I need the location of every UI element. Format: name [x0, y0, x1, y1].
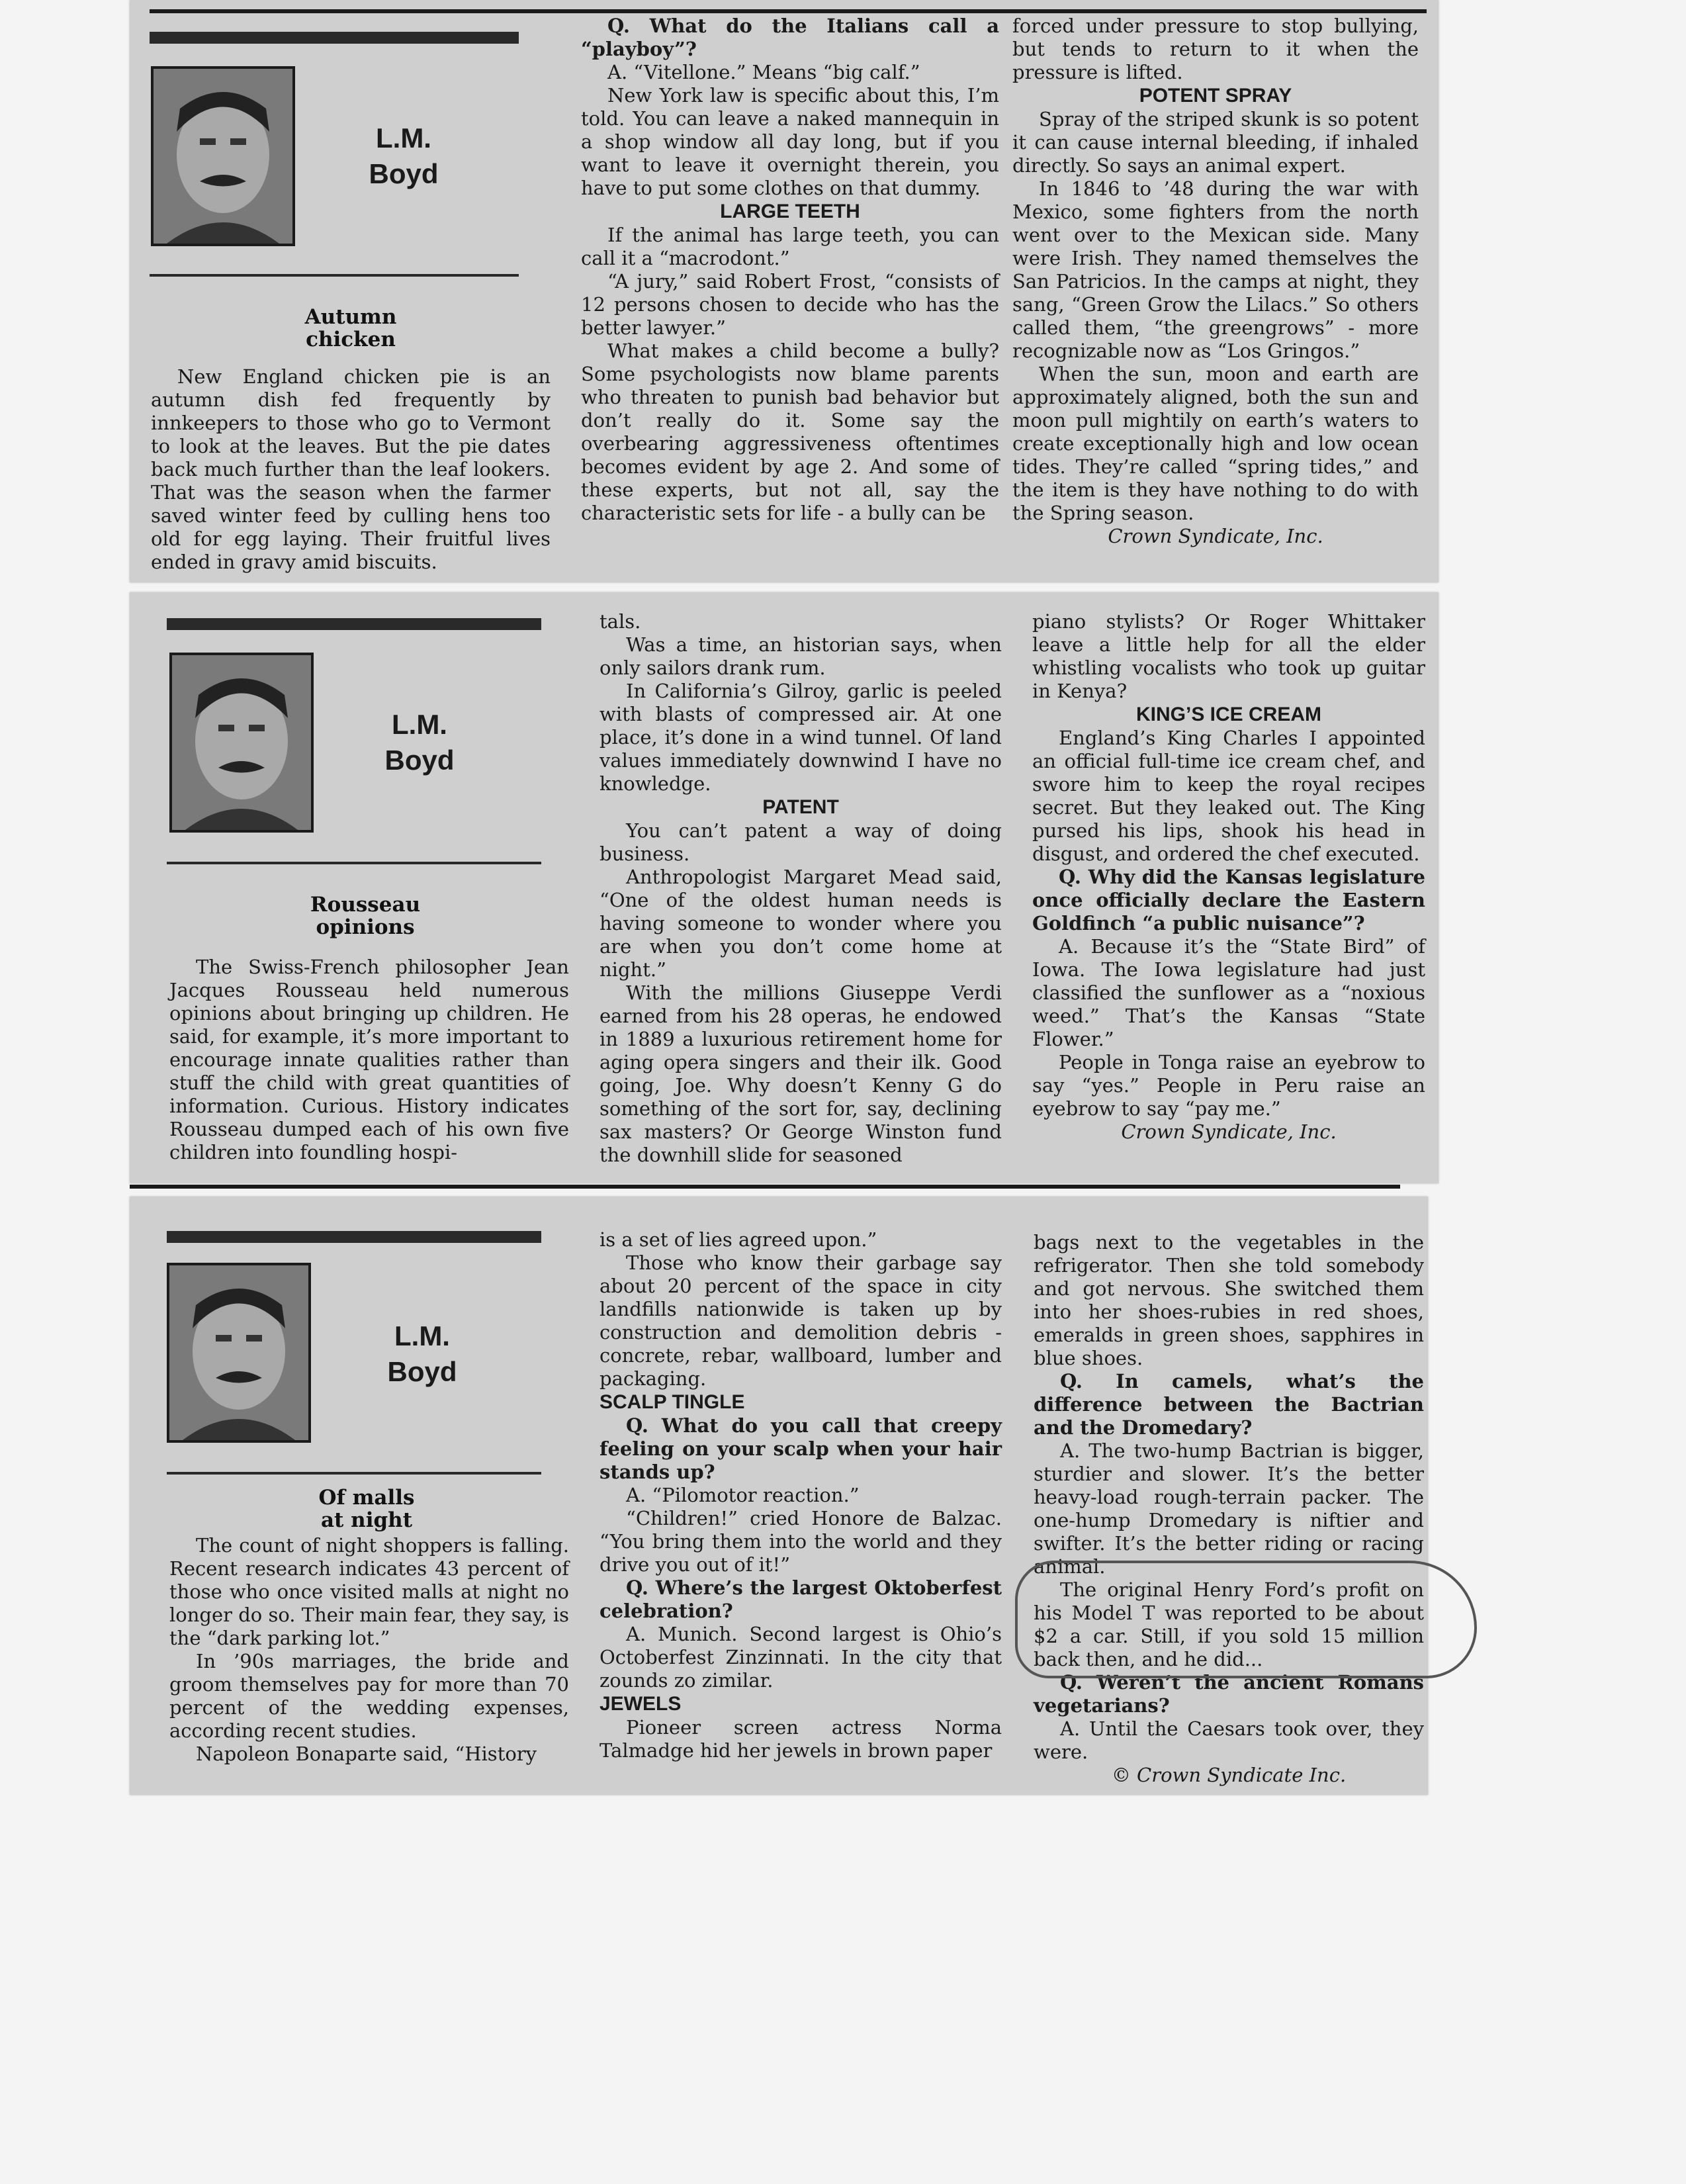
paragraph: “Children!” cried Honore de Balzac. “You bring them into the world and they drive you out of it!” — [599, 1507, 1002, 1576]
column-2 — [581, 15, 999, 525]
paragraph: Pioneer screen actress Norma Talmadge hid her jewels in brown paper — [599, 1716, 1002, 1762]
question-paragraph: Q. What do the Italians call a “playboy”? — [581, 15, 999, 60]
author-photo — [169, 653, 314, 833]
header-bar — [167, 1231, 541, 1243]
paragraph: When the sun, moon and earth are approximately aligned, both the sun and moon pull mightily on earth’s waters to create exceptionally high and low ocean tides. They’re called “spring tides,” and the item is they have nothing to do with the Spring season. — [1012, 363, 1419, 524]
paragraph: The Swiss-French philosopher Jean Jacques Rousseau held numerous opinions about bringing up children. He said, for example, it’s more important to encourage innate qualities rather than stuff the child with great quantities of information. Curious. History indicates Rousseau dumped each of his own five children into foundling hospi- — [169, 956, 569, 1163]
article-headline — [225, 306, 476, 351]
paragraph: A. The two-hump Bactrian is bigger, sturdier and slower. It’s the better heavy-load rough-terrain packer. The one-hump Dromedary is niftier and swifter. It’s the better riding or racing animal. — [1034, 1439, 1424, 1578]
paragraph: A. Munich. Second largest is Ohio’s Octoberfest Zinzinnati. In the city that zounds zo zimilar. — [599, 1623, 1002, 1692]
paragraph: Anthropologist Margaret Mead said, “One of the oldest human needs is having someone to wonder where you are when you don’t come home at night.” — [599, 866, 1002, 981]
byline-initials: L.M. — [392, 709, 447, 740]
author-photo — [151, 66, 295, 246]
section-heading: KING’S ICE CREAM — [1135, 704, 1322, 725]
column-1 — [169, 1534, 569, 1766]
paragraph: A. Until the Caesars took over, they were. — [1034, 1717, 1424, 1763]
paragraph: New York law is specific about this, I’m told. You can leave a naked mannequin in a shop window all day long, but if you want to leave it overnight therein, you have to put some clothes on that dummy. — [581, 84, 999, 199]
pen-circle-annotation — [1015, 1561, 1477, 1678]
continued-paragraph: bags next to the vegetables in the refrigerator. Then she told somebody and got nervous. She switched them into her shoes-rubies in red shoes, emeralds in green shoes, sapphires in blue shoes. — [1034, 1231, 1424, 1369]
paragraph: People in Tonga raise an eyebrow to say “yes.” People in Peru raise an eyebrow to say “pay me.” — [1032, 1051, 1425, 1120]
section-heading: LARGE TEETH — [720, 201, 860, 222]
paragraph: If the animal has large teeth, you can call it a “macrodont.” — [581, 224, 999, 269]
headline-line: Autumn — [304, 305, 397, 329]
column-2 — [599, 610, 1002, 1167]
top-rule — [130, 1185, 1400, 1189]
paragraph: In California’s Gilroy, garlic is peeled with blasts of compressed air. At one place, it’s done in a wind tunnel. Of land values immediately downwind I have no knowledge. — [599, 680, 1002, 795]
top-rule — [150, 9, 1427, 13]
paragraph: Those who know their garbage say about 20 percent of the space in city landfills nationwide is taken up by construction and demolition debris - concrete, rebar, wallboard, lumber and packaging. — [599, 1251, 1002, 1390]
paragraph: Spray of the striped skunk is so potent it can cause internal bleeding, if inhaled directly. So says an animal expert. — [1012, 108, 1419, 177]
header-bar — [167, 618, 541, 630]
byline-surname: Boyd — [384, 745, 455, 776]
column-3 — [1032, 610, 1425, 1144]
paragraph: England’s King Charles I appointed an official full-time ice cream chef, and swore him to keep the royal recipes secret. But they leaked out. The King pursed his lips, shook his head in disgust, and ordered the chef executed. — [1032, 727, 1425, 865]
column-1 — [151, 365, 551, 574]
syndicate-credit: Crown Syndicate, Inc. — [1121, 1120, 1337, 1143]
headline-line: Of malls — [318, 1486, 415, 1510]
paragraph: A. Because it’s the “State Bird” of Iowa. The Iowa legislature had just classified the sunflower as a “noxious weed.” That’s the Kansas “State Flower.” — [1032, 935, 1425, 1050]
question-paragraph: Q. Weren’t the ancient Romans vegetarians? — [1034, 1671, 1424, 1717]
headline-line: Rousseau — [310, 893, 421, 917]
section-heading: POTENT SPRAY — [1139, 85, 1292, 107]
paragraph: The original Henry Ford’s profit on his Model T was reported to be about $2 a car. Still, if you sold 15 million back then, and he did... — [1034, 1578, 1424, 1670]
byline-initials: L.M. — [394, 1320, 450, 1351]
continued-paragraph: piano stylists? Or Roger Whittaker leave a little help for all the elder whistling vocalists who took up guitar in Kenya? — [1032, 610, 1425, 702]
syndicate-credit: Crown Syndicate, Inc. — [1108, 525, 1323, 547]
section-heading: SCALP TINGLE — [599, 1391, 745, 1413]
headline-line: opinions — [316, 915, 415, 939]
paragraph: In 1846 to ’48 during the war with Mexico, some fighters from the north went over to the Mexican side. Many were Irish. They named themselves the San Patricios. In the camps at night, they sang, “Green Grow the Lilacs.” So others called them, “the greengrows” - more recognizable now as “Los Gringos.” — [1012, 177, 1419, 362]
paragraph: Napoleon Bonaparte said, “History — [196, 1743, 537, 1765]
paragraph: “A jury,” said Robert Frost, “consists of 12 persons chosen to decide who has the better lawyer.” — [581, 270, 999, 339]
article-headline — [241, 1486, 492, 1531]
section-heading: PATENT — [762, 796, 839, 818]
continued-paragraph: tals. — [599, 610, 641, 633]
paragraph: The count of night shoppers is falling. Recent research indicates 43 percent of those who once visited malls at night no longer do so. Their main fear, they say, is the “dark parking lot.” — [169, 1534, 569, 1649]
continued-paragraph: is a set of lies agreed upon.” — [599, 1228, 877, 1251]
paragraph: What makes a child become a bully? Some psychologists now blame parents who threaten to punish bad behavior but don’t really do it. Some say the overbearing aggressiveness oftentimes becomes evident by age 2. And some of these experts, but not all, say the characteristic sets for life - a bully can be — [581, 340, 999, 524]
question-paragraph: Q. What do you call that creepy feeling on your scalp when your hair stands up? — [599, 1414, 1002, 1483]
question-paragraph: Q. In camels, what’s the difference between the Bactrian and the Dromedary? — [1034, 1370, 1424, 1439]
paragraph: A. “Pilomotor reaction.” — [626, 1484, 860, 1506]
byline-surname: Boyd — [387, 1356, 457, 1387]
byline — [347, 707, 492, 778]
continued-paragraph: forced under pressure to stop bullying, but tends to return to it when the pressure is lifted. — [1012, 15, 1419, 83]
paragraph: With the millions Giuseppe Verdi earned from his 28 operas, he endowed in 1889 a luxurious retirement home for aging opera singers and their ilk. Good going, Joe. Why doesn’t Kenny G do something of the sort for, say, declining sax masters? Or George Winston fund the downhill slide for seasoned — [599, 981, 1002, 1166]
header-bar — [150, 32, 519, 44]
question-paragraph: Q. Where’s the largest Oktoberfest celebration? — [599, 1576, 1002, 1622]
paragraph: In ’90s marriages, the bride and groom themselves pay for more than 70 percent of the wedding expenses, according recent studies. — [169, 1650, 569, 1742]
column-3 — [1034, 1231, 1424, 1787]
paragraph: A. “Vitellone.” Means “big calf.” — [607, 61, 920, 83]
byline-initials: L.M. — [376, 122, 431, 154]
paragraph: New England chicken pie is an autumn dish fed frequently by innkeepers to those who go to Vermont to look at the leaves. But the pie dates back much further than the leaf lookers. That was the season when the farmer saved winter feed by culling hens too old for egg laying. Their fruitful lives ended in gravy amid biscuits. — [151, 365, 551, 573]
section-heading: JEWELS — [599, 1693, 682, 1715]
column-3 — [1012, 15, 1419, 548]
article-headline — [240, 893, 491, 938]
headline-line: at night — [320, 1508, 413, 1532]
syndicate-credit: © Crown Syndicate Inc. — [1111, 1764, 1347, 1786]
header-divider — [150, 274, 519, 277]
header-divider — [167, 862, 541, 864]
byline-surname: Boyd — [369, 158, 439, 189]
headline-line: chicken — [306, 328, 396, 351]
author-photo — [167, 1263, 311, 1443]
byline — [331, 120, 476, 192]
column-1 — [169, 956, 569, 1164]
question-paragraph: Q. Why did the Kansas legislature once officially declare the Eastern Goldfinch “a public nuisance”? — [1032, 866, 1425, 934]
byline — [349, 1318, 495, 1390]
paragraph: Was a time, an historian says, when only sailors drank rum. — [599, 633, 1002, 679]
header-divider — [167, 1472, 541, 1475]
column-2 — [599, 1228, 1002, 1762]
paragraph: You can’t patent a way of doing business. — [599, 819, 1002, 865]
